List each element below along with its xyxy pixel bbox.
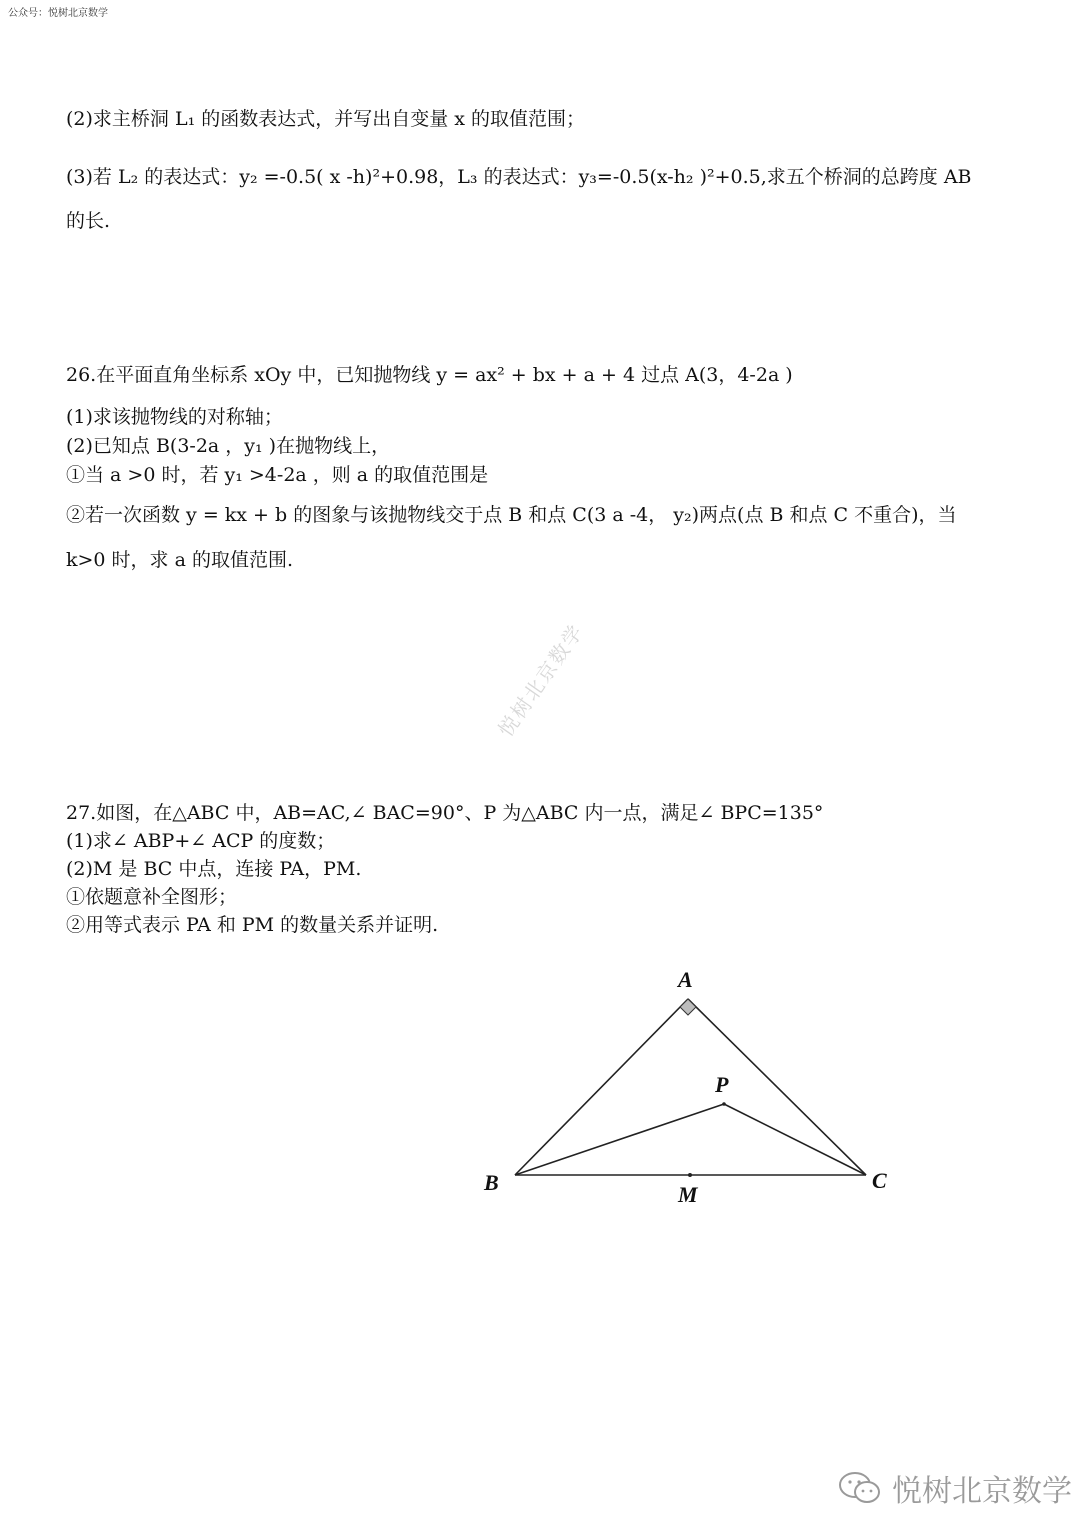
label-m: M: [678, 1182, 698, 1207]
label-p: P: [715, 1072, 729, 1097]
q25-part3-cont: 的长.: [66, 210, 111, 232]
q25-part3: (3)若 L₂ 的表达式：y₂ =-0.5( x -h)²+0.98，L₃ 的表达式：y₃=-0.5(x-h₂ )²+0.5,求五个桥洞的总跨度 AB: [66, 166, 972, 188]
q25-part2: (2)求主桥洞 L₁ 的函数表达式，并写出自变量 x 的取值范围；: [66, 108, 586, 130]
triangle-figure: [470, 955, 910, 1215]
q27-stem: 27.如图，在△ABC 中，AB=AC,∠ BAC=90°、P 为△ABC 内一点，满足∠ BPC=135°: [66, 802, 824, 824]
label-a: A: [678, 967, 693, 992]
brand-text: 悦树北京数学: [892, 1474, 1072, 1509]
right-angle-mark: [680, 999, 696, 1015]
point-p-dot: [722, 1102, 726, 1106]
segment-pc: [724, 1104, 866, 1175]
q27-part2: (2)M 是 BC 中点，连接 PA，PM.: [66, 858, 362, 880]
q27-part2-b: ②用等式表示 PA 和 PM 的数量关系并证明.: [66, 914, 439, 936]
q26-part1: (1)求该抛物线的对称轴；: [66, 406, 283, 428]
header-source: 公众号：悦树北京数学: [8, 8, 108, 19]
wechat-icon: [838, 1470, 882, 1506]
label-c: C: [872, 1168, 887, 1193]
segment-bp: [515, 1104, 724, 1175]
q26-part2-a: ①当 a >0 时，若 y₁ >4-2a ，则 a 的取值范围是: [66, 464, 489, 486]
q26-part2: (2)已知点 B(3-2a ，y₁ )在抛物线上，: [66, 435, 391, 457]
label-b: B: [484, 1170, 499, 1195]
watermark-text: 悦树北京数学: [493, 619, 589, 742]
q26-stem: 26.在平面直角坐标系 xOy 中，已知抛物线 y = ax² + bx + a + 4 过点 A(3，4-2a ): [66, 364, 793, 386]
q26-part2-b: ②若一次函数 y = kx + b 的图象与该抛物线交于点 B 和点 C(3 a -4， y₂)两点(点 B 和点 C 不重合)，当: [66, 504, 957, 526]
segment-ab: [515, 999, 688, 1175]
q27-part1: (1)求∠ ABP+∠ ACP 的度数；: [66, 830, 336, 852]
brand-watermark: [838, 1466, 1072, 1510]
q26-part2-b-cont: k>0 时，求 a 的取值范围.: [66, 549, 294, 571]
midpoint-m-dot: [688, 1173, 692, 1177]
q27-part2-a: ①依题意补全图形；: [66, 886, 238, 908]
